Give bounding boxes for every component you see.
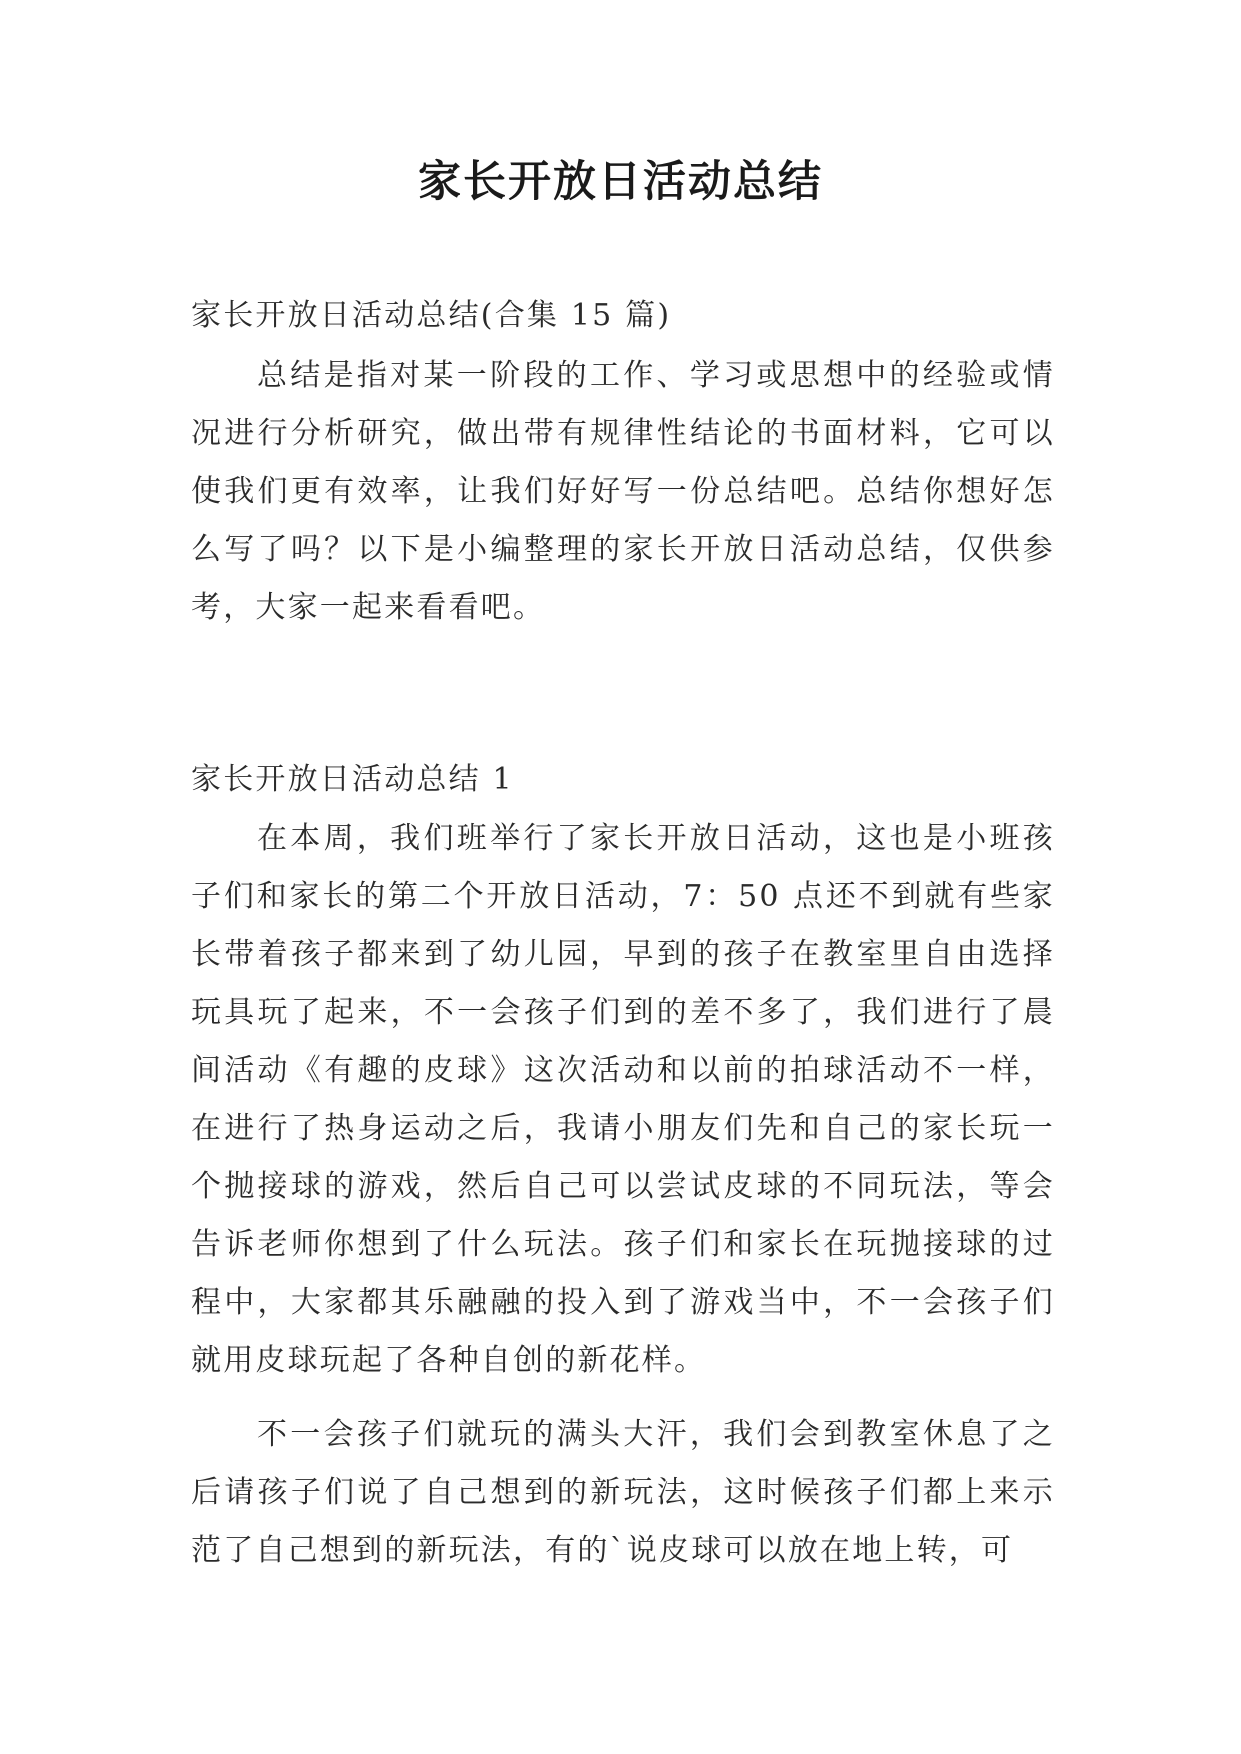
section-heading: 家长开放日活动总结 1 [191, 762, 514, 797]
document-subtitle: 家长开放日活动总结(合集 15 篇) [191, 298, 672, 333]
document-title: 家长开放日活动总结 [418, 157, 823, 207]
body-paragraph: 不一会孩子们就玩的满头大汗，我们会到教室休息了之后请孩子们说了自己想到的新玩法，这时候孩子们都上来示范了自己想到的新玩法，有的`说皮球可以放在地上转，可 [191, 1417, 1055, 1568]
intro-paragraph: 总结是指对某一阶段的工作、学习或思想中的经验或情况进行分析研究，做出带有规律性结论的书面材料，它可以使我们更有效率，让我们好好写一份总结吧。总结你想好怎么写了吗？以下是小编整理的家长开放日活动总结，仅供参考，大家一起来看看吧。 [191, 358, 1055, 625]
body-paragraph: 在本周，我们班举行了家长开放日活动，这也是小班孩子们和家长的第二个开放日活动，7：50 点还不到就有些家长带着孩子都来到了幼儿园，早到的孩子在教室里自由选择玩具玩了起来，不一会孩子们到的差不多了，我们进行了晨间活动《有趣的皮球》这次活动和以前的拍球活动不一样，在进行了热身运动之后，我请小朋友们先和自己的家长玩一个抛接球的游戏，然后自己可以尝试皮球的不同玩法，等会告诉老师你想到了什么玩法。孩子们和家长在玩抛接球的过程中，大家都其乐融融的投入到了游戏当中，不一会孩子们就用皮球玩起了各种自创的新花样。 [191, 821, 1055, 1378]
